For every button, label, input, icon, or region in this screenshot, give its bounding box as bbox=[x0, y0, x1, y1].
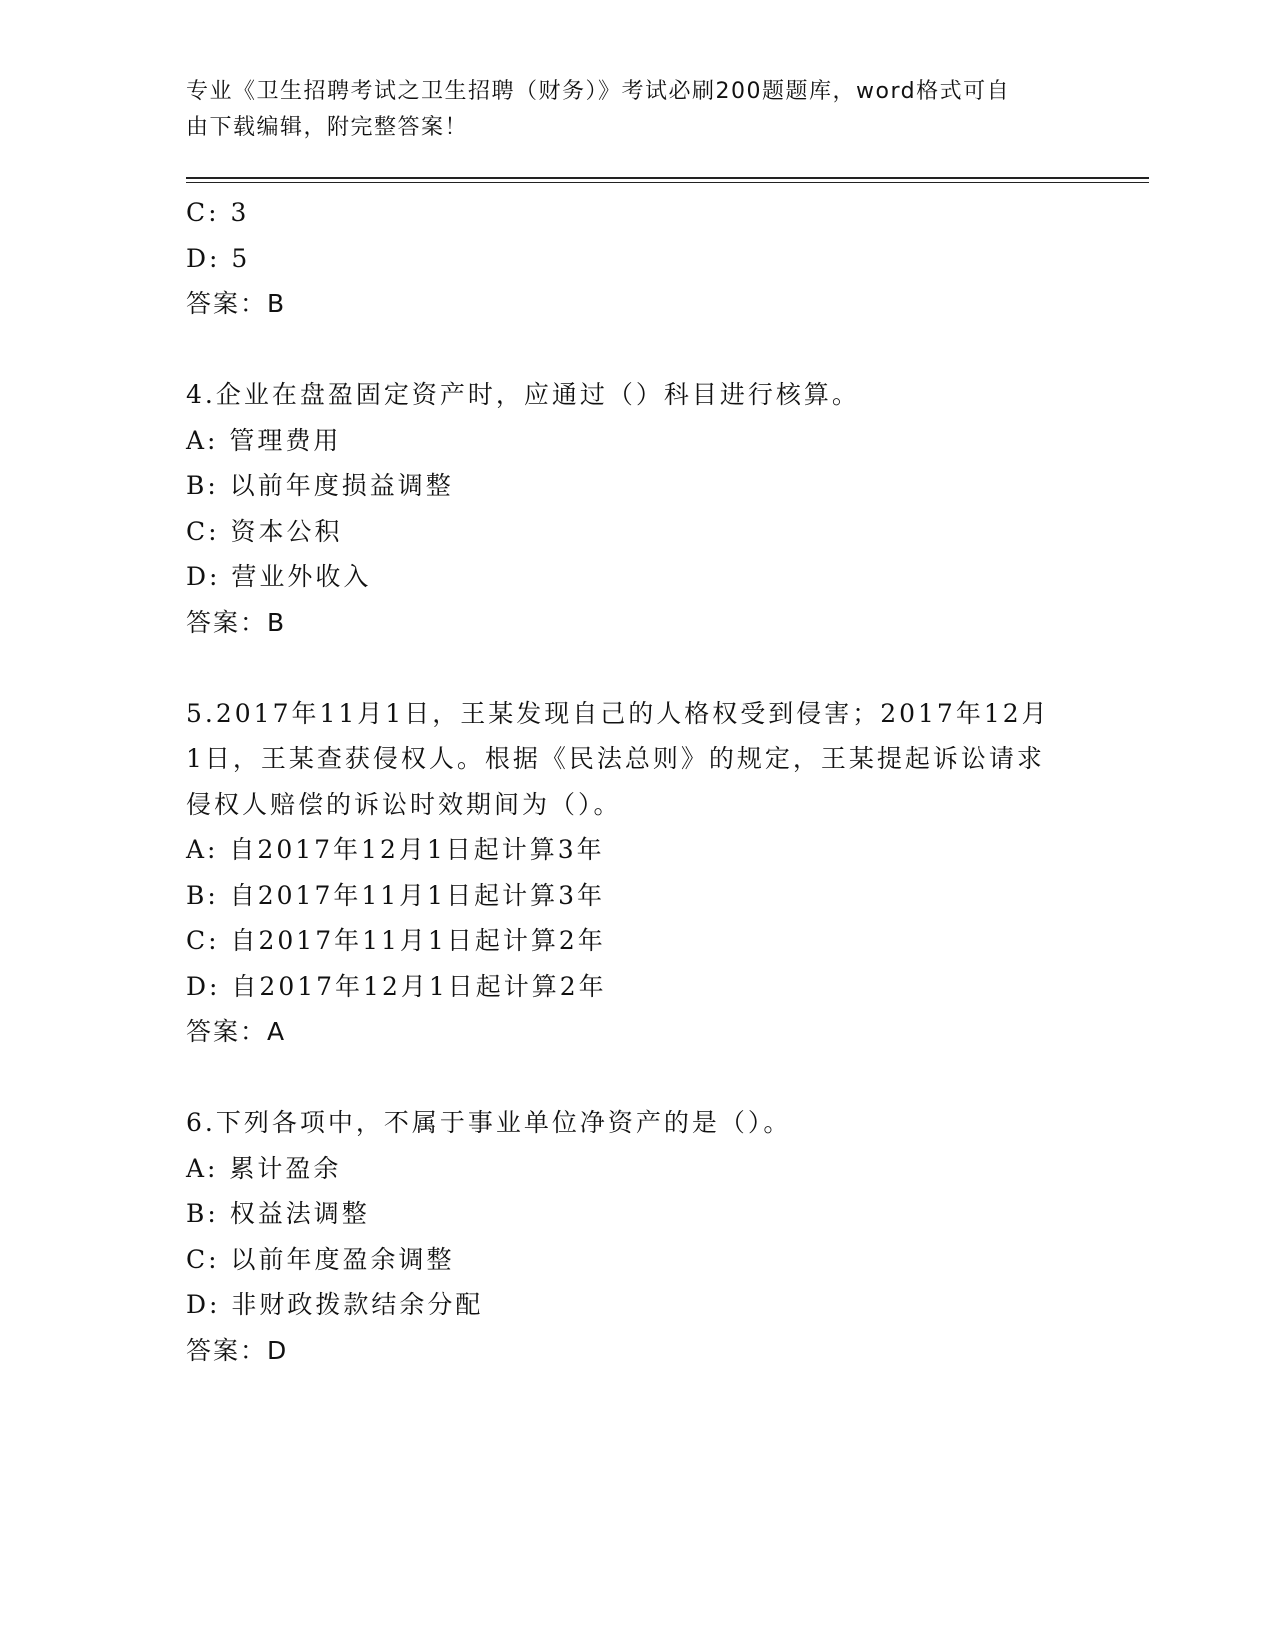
question-stem: 4.企业在盘盈固定资产时，应通过（）科目进行核算。 bbox=[186, 380, 860, 409]
option-c: C: 自2017年11月1日起计算2年 bbox=[186, 926, 606, 955]
question-gap bbox=[186, 327, 1086, 373]
header-line-2: 由下载编辑，附完整答案！ bbox=[186, 115, 469, 140]
question-stem-line-2: 1日，王某查获侵权人。根据《民法总则》的规定，王某提起诉讼请求 bbox=[186, 744, 1045, 773]
header-divider-thin bbox=[186, 182, 1149, 183]
question-3-tail bbox=[186, 190, 1086, 327]
question-stem: 6.下列各项中，不属于事业单位净资产的是（）。 bbox=[186, 1108, 792, 1137]
option-a: A: 管理费用 bbox=[186, 425, 342, 455]
header-line-1: 专业《卫生招聘考试之卫生招聘（财务）》考试必刷200题题库，word格式可自 bbox=[186, 79, 1011, 104]
question-gap bbox=[186, 1055, 1086, 1101]
question-stem-line-3: 侵权人赔偿的诉讼时效期间为（）。 bbox=[186, 789, 622, 819]
option-b: B: 自2017年11月1日起计算3年 bbox=[186, 880, 605, 910]
answer-line: 答案：B bbox=[186, 289, 287, 318]
option-d: D: 自2017年12月1日起计算2年 bbox=[186, 971, 607, 1001]
question-stem-line-1: 5.2017年11月1日，王某发现自己的人格权受到侵害；2017年12月 bbox=[186, 698, 1050, 728]
option-b: B: 以前年度损益调整 bbox=[186, 471, 454, 500]
option-c: C: 以前年度盈余调整 bbox=[186, 1244, 455, 1274]
option-b: B: 权益法调整 bbox=[186, 1199, 370, 1228]
question-6 bbox=[186, 1100, 1086, 1373]
answer-line: 答案：B bbox=[186, 607, 287, 637]
page-header bbox=[186, 74, 1086, 146]
question-4 bbox=[186, 372, 1086, 645]
option-d: D: 非财政拨款结余分配 bbox=[186, 1290, 484, 1319]
answer-line: 答案：D bbox=[186, 1335, 289, 1365]
option-c: C: 3 bbox=[186, 198, 250, 227]
header-divider-thick bbox=[186, 177, 1149, 179]
option-a: A: 自2017年12月1日起计算3年 bbox=[186, 835, 605, 864]
question-gap bbox=[186, 645, 1086, 691]
answer-line: 答案：A bbox=[186, 1017, 287, 1046]
option-c: C: 资本公积 bbox=[186, 516, 343, 546]
question-list bbox=[186, 190, 1086, 1373]
option-a: A: 累计盈余 bbox=[186, 1153, 342, 1183]
question-5 bbox=[186, 691, 1086, 1055]
option-d: D: 营业外收入 bbox=[186, 562, 372, 591]
option-d: D: 5 bbox=[186, 243, 251, 273]
